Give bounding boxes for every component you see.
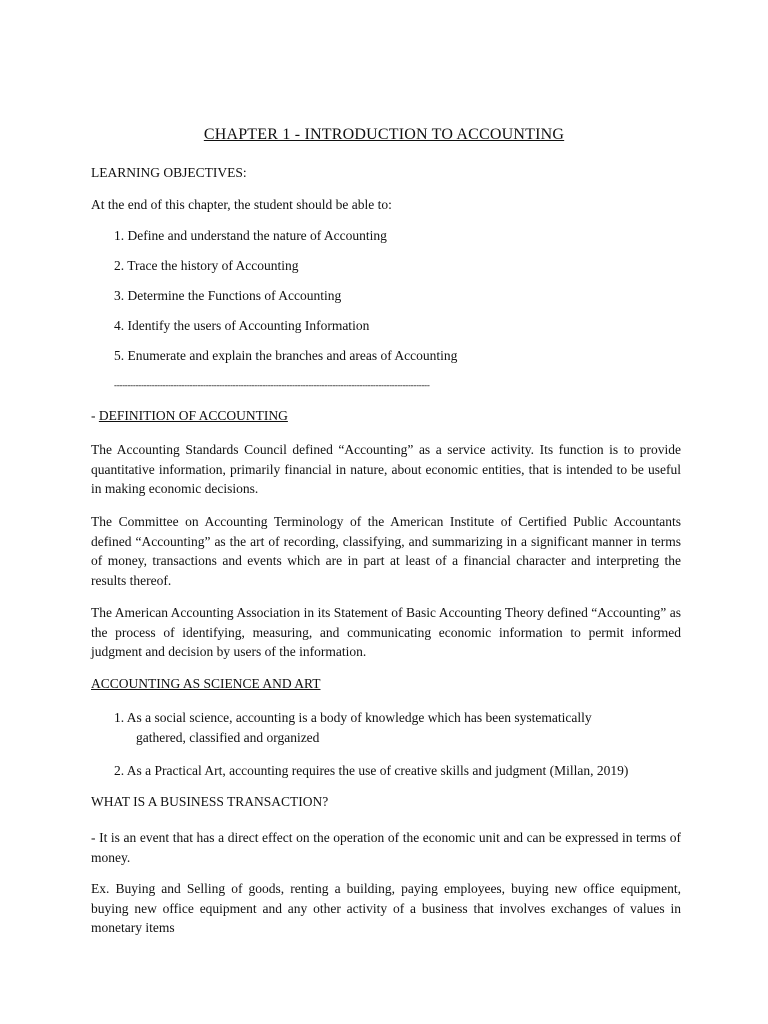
- transaction-example: Ex. Buying and Selling of goods, renting a building, paying employees, buying new office equipment, buying new office equipment and any other activity of a business that involves exchanges of values in monetary items: [91, 881, 681, 936]
- definition-paragraph: The American Accounting Association in its Statement of Basic Accounting Theory defined “Accounting” as the process of identifying, measuring, and communicating economic information to permit informed judgment and decision by users of the information.: [91, 605, 681, 660]
- science-art-item-line1: 2. As a Practical Art, accounting requires the use of creative skills and judgment (Millan, 2019): [114, 763, 629, 778]
- section-divider: ---------------------------------------------------------------------------------------------------------------------: [114, 380, 430, 390]
- objective-item: 2. Trace the history of Accounting: [114, 258, 299, 273]
- transaction-definition: - It is an event that has a direct effect on the operation of the economic unit and can be expressed in terms of money.: [91, 830, 681, 865]
- objectives-intro: At the end of this chapter, the student should be able to:: [91, 197, 392, 212]
- objective-item: 4. Identify the users of Accounting Information: [114, 318, 370, 333]
- objective-item: 1. Define and understand the nature of Accounting: [114, 228, 387, 243]
- science-art-item: [114, 708, 674, 748]
- transaction-heading: WHAT IS A BUSINESS TRANSACTION?: [91, 794, 329, 809]
- definition-paragraph: The Accounting Standards Council defined “Accounting” as a service activity. Its function is to provide quantitative information, primarily financial in nature, about economic entities, that is intended to be useful in making economic decisions.: [91, 442, 681, 497]
- learning-objectives-heading: LEARNING OBJECTIVES:: [91, 165, 247, 180]
- science-art-item-line1: 1. As a social science, accounting is a body of knowledge which has been systematically: [114, 710, 592, 725]
- science-art-item: [114, 761, 714, 781]
- definition-heading-line: [91, 407, 288, 425]
- definition-paragraph: The Committee on Accounting Terminology of the American Institute of Certified Public Accountants defined “Accounting” as the art of recording, classifying, and summarizing in a significant manner in terms of money, transactions and events which are in part at least of a financial character and interpreting the results thereof.: [91, 514, 681, 589]
- objective-item: 5. Enumerate and explain the branches and areas of Accounting: [114, 348, 458, 363]
- definition-heading: DEFINITION OF ACCOUNTING: [98, 408, 288, 423]
- objective-item: 3. Determine the Functions of Accounting: [114, 288, 342, 303]
- science-art-item-line2: gathered, classified and organized: [136, 730, 320, 745]
- chapter-title: CHAPTER 1 - INTRODUCTION TO ACCOUNTING: [203, 126, 565, 143]
- definition-prefix: -: [91, 408, 99, 423]
- science-art-heading: ACCOUNTING AS SCIENCE AND ART: [91, 676, 321, 691]
